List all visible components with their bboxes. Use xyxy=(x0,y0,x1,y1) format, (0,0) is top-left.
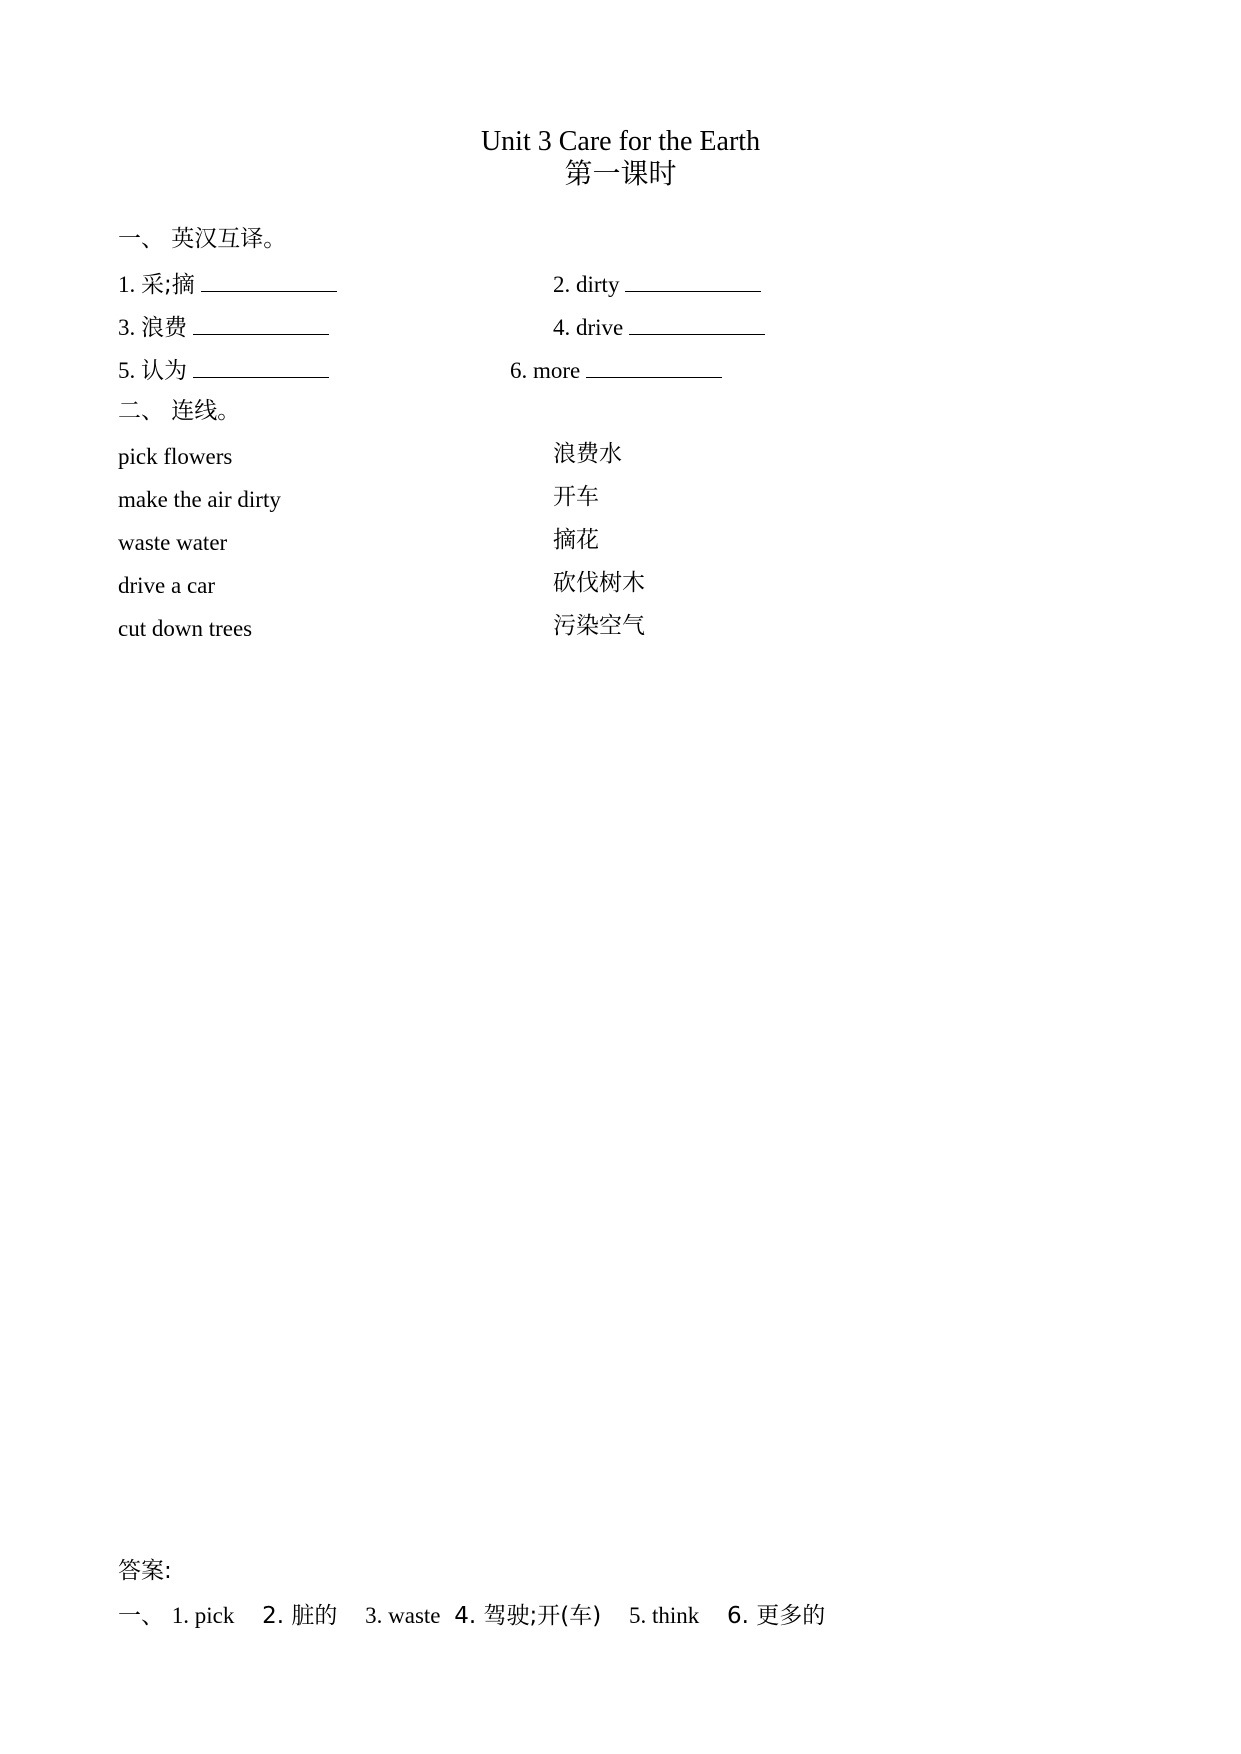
answer-blank[interactable] xyxy=(193,357,329,378)
match-left-item[interactable]: waste water xyxy=(118,530,228,555)
answer-item: 1. pick xyxy=(171,1603,235,1628)
answer-item: 4. 驾驶;开(车) xyxy=(454,1603,602,1629)
item-number: 3. xyxy=(118,315,136,340)
match-left-item[interactable]: make the air dirty xyxy=(118,487,281,512)
answer-item: 5. think xyxy=(628,1603,700,1628)
item-prompt: dirty xyxy=(576,272,620,297)
section1-heading: 一、 英汉互译。 xyxy=(118,226,287,252)
item-number: 6. xyxy=(510,358,528,383)
exercise-item-5 xyxy=(118,357,329,383)
item-prompt: 浪费 xyxy=(141,315,187,341)
match-left-item[interactable]: pick flowers xyxy=(118,444,233,469)
answers-heading: 答案: xyxy=(118,1558,172,1584)
match-right-item[interactable]: 污染空气 xyxy=(553,613,645,639)
item-prompt: 认为 xyxy=(141,358,187,384)
answer-item: 6. 更多的 xyxy=(726,1603,826,1629)
item-prompt: 采;摘 xyxy=(141,272,195,298)
item-number: 4. xyxy=(553,315,571,340)
answer-blank[interactable] xyxy=(625,271,761,292)
section2-heading: 二、 连线。 xyxy=(118,398,241,424)
item-number: 2. xyxy=(553,272,571,297)
exercise-item-4 xyxy=(553,314,765,339)
match-left-item[interactable]: cut down trees xyxy=(118,616,253,641)
lesson-subtitle: 第一课时 xyxy=(564,157,677,190)
answer-blank[interactable] xyxy=(629,314,765,335)
answer-blank[interactable] xyxy=(193,314,329,335)
match-left-item[interactable]: drive a car xyxy=(118,573,216,598)
item-number: 1. xyxy=(118,272,136,297)
exercise-item-6 xyxy=(510,357,722,382)
page-title: Unit 3 Care for the Earth xyxy=(480,126,761,157)
exercise-item-3 xyxy=(118,314,329,340)
answer-item: 3. waste xyxy=(365,1603,441,1628)
answer-item: 2. 脏的 xyxy=(262,1603,338,1629)
match-right-item[interactable]: 浪费水 xyxy=(553,441,622,467)
answer-blank[interactable] xyxy=(586,357,722,378)
match-right-item[interactable]: 摘花 xyxy=(553,527,599,553)
answer-blank[interactable] xyxy=(201,271,337,292)
answers-prefix: 一、 xyxy=(118,1603,164,1629)
exercise-item-2 xyxy=(553,271,761,296)
answers-line xyxy=(118,1604,847,1628)
item-prompt: more xyxy=(533,358,581,383)
match-right-item[interactable]: 开车 xyxy=(553,484,599,510)
match-right-item[interactable]: 砍伐树木 xyxy=(553,570,645,596)
exercise-item-1 xyxy=(118,271,337,297)
item-prompt: drive xyxy=(576,315,624,340)
item-number: 5. xyxy=(118,358,136,383)
